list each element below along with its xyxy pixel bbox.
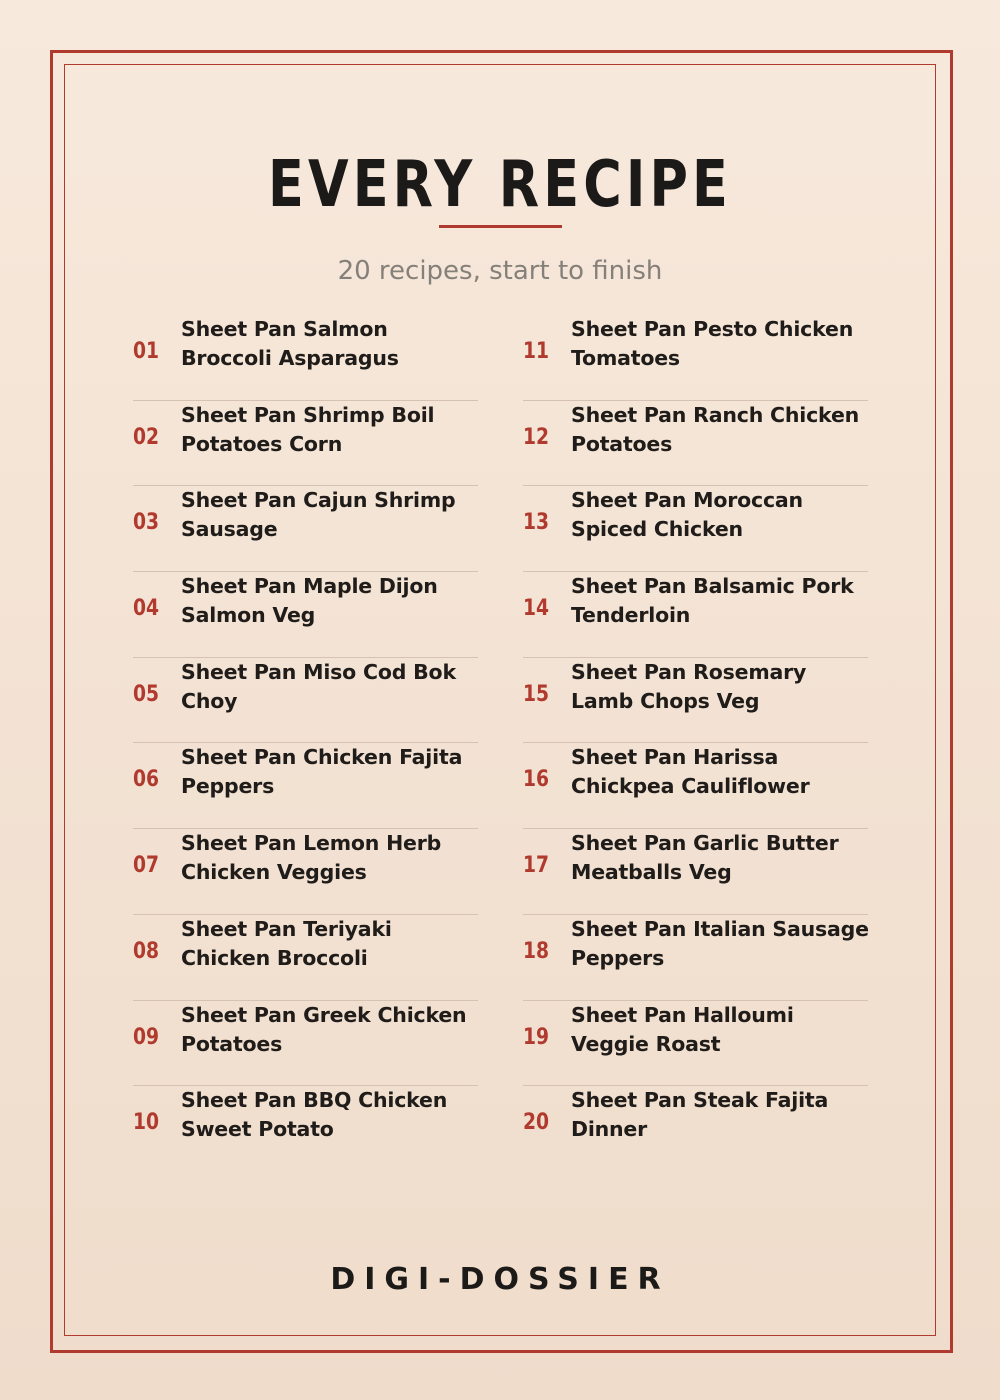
recipe-number: 19 xyxy=(523,1024,550,1050)
recipe-item xyxy=(523,914,868,1000)
recipe-number: 12 xyxy=(523,424,550,450)
recipe-name: Sheet Pan Halloumi Veggie Roast xyxy=(571,1002,794,1056)
recipe-number: 06 xyxy=(133,767,160,793)
recipe-name: Sheet Pan BBQ Chicken Sweet Potato xyxy=(181,1088,448,1142)
recipe-number: 07 xyxy=(133,853,160,879)
recipe-number: 15 xyxy=(523,681,550,707)
recipe-item xyxy=(523,400,868,486)
recipe-item xyxy=(523,485,868,571)
recipe-name: Sheet Pan Balsamic Pork Tenderloin xyxy=(571,574,854,628)
recipe-number: 13 xyxy=(523,510,550,536)
title-underline xyxy=(439,225,562,228)
recipe-item xyxy=(133,400,478,486)
recipe-item xyxy=(133,571,478,657)
recipe-name: Sheet Pan Rosemary Lamb Chops Veg xyxy=(571,659,807,713)
recipe-name: Sheet Pan Shrimp Boil Potatoes Corn xyxy=(181,402,435,456)
recipe-item xyxy=(523,657,868,743)
recipe-name: Sheet Pan Chicken Fajita Peppers xyxy=(181,745,463,799)
recipe-item xyxy=(523,1000,868,1086)
recipe-name: Sheet Pan Harissa Chickpea Cauliflower xyxy=(571,745,810,799)
recipe-number: 17 xyxy=(523,853,550,879)
recipe-item xyxy=(133,314,478,400)
recipe-number: 14 xyxy=(523,596,550,622)
recipe-item xyxy=(133,1085,478,1171)
recipe-item xyxy=(133,1000,478,1086)
recipe-number: 08 xyxy=(133,938,160,964)
recipe-item xyxy=(523,828,868,914)
recipe-name: Sheet Pan Pesto Chicken Tomatoes xyxy=(571,317,854,370)
page-subtitle: 20 recipes, start to finish xyxy=(337,256,663,286)
recipe-number: 05 xyxy=(133,681,160,707)
recipe-number: 10 xyxy=(133,1110,160,1136)
recipe-item xyxy=(133,485,478,571)
recipe-number: 04 xyxy=(133,596,160,622)
recipe-name: Sheet Pan Greek Chicken Potatoes xyxy=(181,1002,467,1056)
recipe-number: 01 xyxy=(133,339,160,364)
recipe-number: 02 xyxy=(133,424,160,450)
recipe-name: Sheet Pan Italian Sausage Peppers xyxy=(571,916,869,970)
recipe-number: 11 xyxy=(523,339,550,364)
recipe-number: 16 xyxy=(523,767,550,793)
brand-footer: DIGI-DOSSIER xyxy=(330,1262,670,1297)
recipe-name: Sheet Pan Salmon Broccoli Asparagus xyxy=(181,317,399,370)
recipe-name: Sheet Pan Teriyaki Chicken Broccoli xyxy=(181,916,392,970)
recipe-number: 20 xyxy=(523,1110,550,1136)
recipe-name: Sheet Pan Cajun Shrimp Sausage xyxy=(181,488,456,542)
recipe-name: Sheet Pan Ranch Chicken Potatoes xyxy=(571,402,860,456)
recipe-name: Sheet Pan Moroccan Spiced Chicken xyxy=(571,488,803,542)
recipe-item xyxy=(523,1085,868,1171)
recipe-number: 18 xyxy=(523,938,550,964)
recipe-name: Sheet Pan Lemon Herb Chicken Veggies xyxy=(181,831,442,885)
recipe-column-left xyxy=(133,314,478,1171)
recipe-column-right xyxy=(523,314,868,1171)
recipe-item xyxy=(523,314,868,400)
recipe-name: Sheet Pan Garlic Butter Meatballs Veg xyxy=(571,831,839,885)
recipe-item xyxy=(133,914,478,1000)
recipe-name: Sheet Pan Steak Fajita Dinner xyxy=(571,1088,829,1142)
recipe-item xyxy=(133,657,478,743)
recipe-name: Sheet Pan Miso Cod Bok Choy xyxy=(181,659,456,713)
page-title: EVERY RECIPE xyxy=(268,148,732,222)
recipe-number: 03 xyxy=(133,510,160,536)
recipe-name: Sheet Pan Maple Dijon Salmon Veg xyxy=(181,574,438,628)
recipe-number: 09 xyxy=(133,1024,160,1050)
recipe-item xyxy=(523,571,868,657)
recipe-item xyxy=(133,828,478,914)
recipe-item xyxy=(523,742,868,828)
recipe-item xyxy=(133,742,478,828)
